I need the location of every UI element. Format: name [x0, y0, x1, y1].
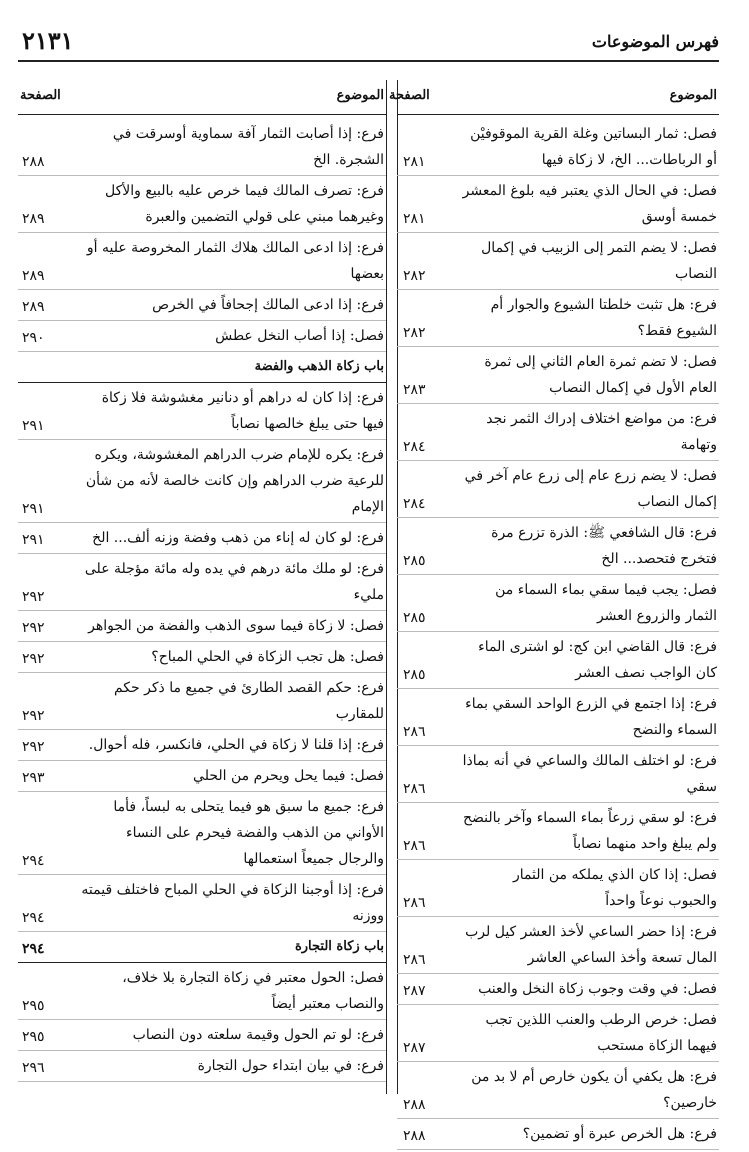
entry-text: فرع: لو كان له إناء من ذهب وفضة وزنه ألف... الخ	[92, 530, 384, 546]
index-entry	[397, 919, 719, 974]
entry-text: فرع: يكره للإمام ضرب الدراهم المغشوشة، ويكره للرعية ضرب الدراهم وإن كانت خالصة لأنه من شأن الإمام	[85, 447, 384, 515]
index-entry	[397, 577, 719, 632]
entry-text: فرع: إذا ادعى المالك هلاك الثمار المخروصة عليه أو بعضها	[86, 240, 384, 282]
entry-page-number: ٢٩٢	[22, 651, 45, 667]
entry-text: فرع: تصرف المالك فيما خرص عليه بالبيع والأكل وغيرهما مبني على قولي التضمين والعبرة	[104, 183, 384, 225]
entry-page-number: ٢٨١	[403, 154, 426, 170]
entry-page-number: ٢٩٢	[22, 620, 45, 636]
index-entry	[397, 121, 719, 176]
entry-page-number: ٢٨١	[403, 211, 426, 227]
index-entry	[18, 965, 386, 1020]
entry-text: فرع: هل يكفي أن يكون خارص أم لا بد من خارصين؟	[471, 1069, 717, 1111]
entry-page-number: ٢٨٩	[22, 211, 45, 227]
entry-text: فصل: يجب فيما سقي بماء السماء من الثمار والزروع العشر	[495, 582, 717, 624]
index-entry	[18, 235, 386, 290]
index-entry	[18, 794, 386, 875]
entry-page-number: ٢٩٥	[22, 1029, 45, 1045]
index-entry	[18, 292, 386, 321]
column-header	[389, 84, 719, 115]
entry-text: فرع: في بيان ابتداء حول التجارة	[197, 1058, 384, 1074]
entry-text: فصل: الحول معتبر في زكاة التجارة بلا خلاف، والنصاب معتبر أيضاً	[122, 970, 384, 1012]
entry-text: فرع: إذا ادعى المالك إجحافاً في الخرص	[152, 297, 384, 313]
index-entry	[18, 1053, 386, 1082]
index-entry	[397, 406, 719, 461]
index-entry	[397, 463, 719, 518]
entry-text: فرع: إذا اجتمع في الزرع الواحد السقي بماء السماء والنضح	[465, 696, 717, 738]
entry-text: فرع: جميع ما سبق هو فيما يتحلى به لبساً، فأما الأواني من الذهب والفضة فيحرم على النساء والرجال جميعاً استعمالها	[113, 799, 384, 867]
index-entry	[18, 763, 386, 792]
index-entry	[18, 525, 386, 554]
entry-text: فصل: إذا أصاب النخل عطش	[215, 328, 384, 344]
entry-page-number: ٢٨٧	[403, 1040, 426, 1056]
index-entry	[397, 805, 719, 860]
section-heading	[18, 934, 386, 963]
entry-page-number: ٢٨٤	[403, 439, 426, 455]
entry-page-number: ٢٨٥	[403, 667, 426, 683]
entry-page-number: ٢٩٤	[22, 941, 45, 957]
entry-text: فرع: هل الخرص عبرة أو تضمين؟	[522, 1126, 717, 1142]
entry-text: فصل: خرص الرطب والعنب اللذين تجب فيهما الزكاة مستحب	[485, 1012, 717, 1054]
index-entry	[18, 385, 386, 440]
entry-page-number: ٢٨٨	[403, 1128, 426, 1144]
entry-page-number: ٢٨٢	[403, 325, 426, 341]
entry-text: فرع: إذا أصابت الثمار آفة سماوية أوسرقت في الشجرة. الخ	[112, 126, 384, 168]
entry-text: فرع: قال الشافعي ﷺ: الذرة تزرع مرة فتخرج فتحصد... الخ	[491, 525, 717, 567]
index-entry	[397, 1121, 719, 1150]
entry-page-number: ٢٩٢	[22, 589, 45, 605]
index-entry	[18, 1022, 386, 1051]
index-entry	[397, 691, 719, 746]
page-header-label: الصفحة	[20, 88, 61, 103]
entry-page-number: ٢٩١	[22, 501, 45, 517]
entry-text: فرع: لو اختلف المالك والساعي في أنه بماذا سقي	[462, 753, 717, 795]
entry-page-number: ٢٨٢	[403, 268, 426, 284]
entry-page-number: ٢٨٧	[403, 983, 426, 999]
entry-page-number: ٢٩٣	[22, 770, 45, 786]
index-entry	[18, 178, 386, 233]
topic-header: الموضوع	[336, 88, 384, 103]
index-entry	[18, 732, 386, 761]
entry-page-number: ٢٨٤	[403, 496, 426, 512]
entry-text: فرع: إذا كان له دراهم أو دنانير مغشوشة فلا زكاة فيها حتى يبلغ خالصها نصاباً	[101, 390, 384, 432]
entry-text: فصل: ثمار البساتين وغلة القرية الموقوفيْن أو الرباطات... الخ، لا زكاة فيها	[470, 126, 717, 168]
entry-text: فرع: لو ملك مائة درهم في يده وله مائة مؤجلة على مليء	[84, 561, 384, 603]
topic-header: الموضوع	[669, 88, 717, 103]
entry-page-number: ٢٩١	[22, 418, 45, 434]
index-entry	[18, 613, 386, 642]
index-entry	[397, 862, 719, 917]
index-entry	[397, 1007, 719, 1062]
page-number: ٢١٣١	[22, 26, 74, 55]
entry-text: باب زكاة التجارة	[294, 939, 384, 954]
entry-list	[18, 121, 386, 1082]
entry-page-number: ٢٨٩	[22, 299, 45, 315]
index-entry	[397, 235, 719, 290]
index-entry	[18, 644, 386, 673]
index-entry	[18, 877, 386, 932]
entry-page-number: ٢٩٦	[22, 1060, 45, 1076]
entry-text: فصل: في وقت وجوب زكاة النخل والعنب	[478, 981, 717, 997]
entry-page-number: ٢٩٠	[22, 330, 45, 346]
page-header	[18, 26, 719, 62]
entry-text: فرع: قال القاضي ابن كج: لو اشترى الماء كان الواجب نصف العشر	[478, 639, 717, 681]
index-entry	[18, 323, 386, 352]
entry-text: باب زكاة الذهب والفضة	[254, 359, 384, 374]
entry-text: فرع: من مواضع اختلاف إدراك الثمر نجد وتهامة	[486, 411, 717, 453]
entry-page-number: ٢٨٦	[403, 724, 426, 740]
index-entry	[397, 292, 719, 347]
entry-page-number: ٢٨٦	[403, 952, 426, 968]
entry-page-number: ٢٩٤	[22, 853, 45, 869]
index-entry	[397, 976, 719, 1005]
page-header-label: الصفحة	[389, 88, 430, 103]
index-entry	[397, 178, 719, 233]
entry-text: فصل: في الحال الذي يعتبر فيه بلوغ المعشر خمسة أوسق	[462, 183, 717, 225]
index-entry	[18, 442, 386, 523]
entry-list	[397, 121, 719, 1150]
index-column-right	[389, 84, 719, 1152]
entry-page-number: ٢٨٦	[403, 781, 426, 797]
index-column-left	[18, 84, 386, 1084]
index-entry	[397, 748, 719, 803]
section-heading	[18, 354, 386, 383]
entry-page-number: ٢٩٤	[22, 910, 45, 926]
entry-page-number: ٢٨٨	[403, 1097, 426, 1113]
index-entry	[397, 349, 719, 404]
column-divider	[386, 80, 387, 1094]
entry-page-number: ٢٨٥	[403, 610, 426, 626]
entry-text: فرع: لو تم الحول وقيمة سلعته دون النصاب	[132, 1027, 384, 1043]
index-entry	[18, 675, 386, 730]
index-entry	[397, 520, 719, 575]
entry-text: فصل: إذا كان الذي يملكه من الثمار والحبوب نوعاً واحداً	[512, 867, 717, 909]
entry-text: فرع: إذا حضر الساعي لأخذ العشر كيل لرب المال تسعة وأخذ الساعي العاشر	[465, 924, 717, 966]
entry-page-number: ٢٨٣	[403, 382, 426, 398]
entry-text: فرع: لو سقي زرعاً بماء السماء وآخر بالنضح ولم يبلغ واحد منهما نصاباً	[462, 810, 717, 852]
index-entry	[397, 634, 719, 689]
entry-page-number: ٢٨٨	[22, 154, 45, 170]
entry-text: فرع: إذا قلنا لا زكاة في الحلي، فانكسر، فله أحوال.	[88, 737, 384, 753]
running-title: فهرس الموضوعات	[591, 32, 719, 51]
entry-text: فصل: هل تجب الزكاة في الحلي المباح؟	[151, 649, 384, 665]
entry-text: فصل: لا زكاة فيما سوى الذهب والفضة من الجواهر	[88, 618, 384, 634]
entry-page-number: ٢٨٩	[22, 268, 45, 284]
index-entry	[18, 121, 386, 176]
entry-text: فصل: لا تضم ثمرة العام الثاني إلى ثمرة العام الأول في إكمال النصاب	[484, 354, 717, 396]
entry-text: فصل: لا يضم زرع عام إلى زرع عام آخر في إكمال النصاب	[464, 468, 717, 510]
entry-page-number: ٢٨٥	[403, 553, 426, 569]
entry-text: فصل: لا يضم التمر إلى الزبيب في إكمال النصاب	[481, 240, 717, 282]
entry-page-number: ٢٨٦	[403, 838, 426, 854]
entry-page-number: ٢٩٢	[22, 708, 45, 724]
entry-page-number: ٢٩١	[22, 532, 45, 548]
entry-page-number: ٢٨٦	[403, 895, 426, 911]
entry-page-number: ٢٩٥	[22, 998, 45, 1014]
column-header	[18, 84, 386, 115]
entry-text: فرع: هل تثبت خلطتا الشيوع والجوار أم الشيوع فقط؟	[490, 297, 717, 339]
index-entry	[18, 556, 386, 611]
entry-text: فصل: فيما يحل ويحرم من الحلي	[193, 768, 384, 784]
entry-text: فرع: حكم القصد الطارئ في جميع ما ذكر حكم للمقارب	[113, 680, 384, 722]
index-entry	[397, 1064, 719, 1119]
entry-page-number: ٢٩٢	[22, 739, 45, 755]
entry-text: فرع: إذا أوجبنا الزكاة في الحلي المباح فاختلف قيمته ووزنه	[81, 882, 384, 924]
